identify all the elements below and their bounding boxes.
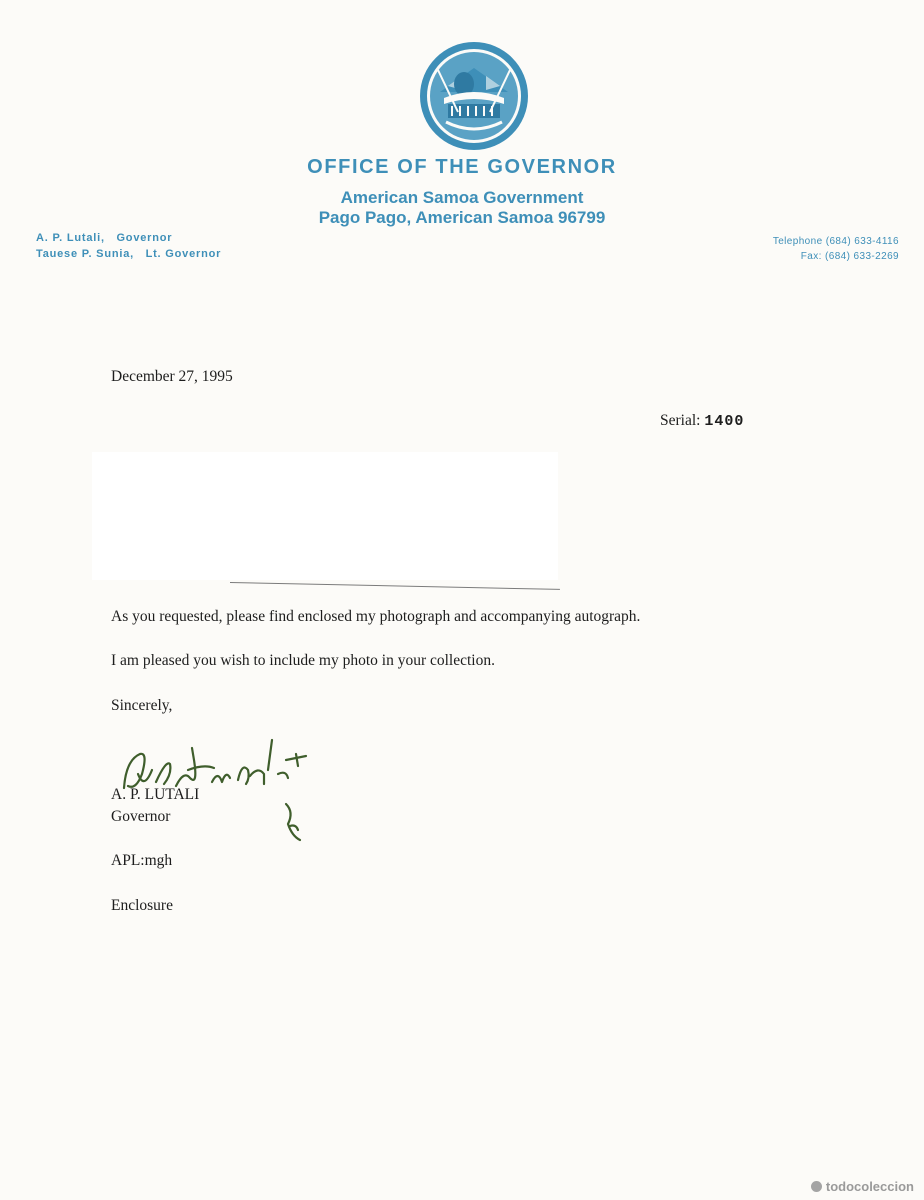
enclosure-note: Enclosure (111, 897, 173, 914)
letter-date: December 27, 1995 (111, 368, 233, 385)
serial-number: 1400 (704, 413, 745, 430)
redacted-address-block (92, 452, 558, 580)
typist-initials: APL:mgh (111, 852, 173, 869)
contact-info (773, 234, 899, 264)
watermark-logo-icon (811, 1181, 822, 1192)
letterhead-title: OFFICE OF THE GOVERNOR (307, 156, 617, 178)
letterhead-address: Pago Pago, American Samoa 96799 (318, 208, 606, 227)
officer-governor (36, 230, 221, 246)
watermark-text: todocoleccion (825, 1179, 914, 1194)
officers-list (36, 230, 221, 262)
body-paragraph: I am pleased you wish to include my photo in your collection. (111, 652, 495, 669)
redaction-edge (230, 582, 560, 590)
seal-icon (418, 40, 530, 152)
fax: Fax: (684) 633-2269 (800, 251, 899, 262)
signer-title: Governor (111, 808, 171, 825)
officer-name: A. P. Lutali, (36, 232, 105, 244)
officer-name: Tauese P. Sunia, (36, 248, 134, 260)
officer-role: Lt. Governor (145, 248, 222, 260)
officer-role: Governor (116, 232, 173, 244)
signer-name: A. P. LUTALI (111, 786, 200, 803)
handwritten-signature (118, 730, 318, 845)
officer-lt-governor (36, 246, 221, 262)
body-paragraph: As you requested, please find enclosed my photograph and accompanying autograph. (111, 608, 641, 625)
telephone: Telephone (684) 633-4116 (772, 236, 899, 247)
watermark (811, 1179, 914, 1194)
closing: Sincerely, (111, 697, 173, 714)
serial-line (660, 412, 744, 430)
serial-label: Serial: (660, 412, 701, 429)
letterhead-subtitle: American Samoa Government (340, 188, 584, 207)
